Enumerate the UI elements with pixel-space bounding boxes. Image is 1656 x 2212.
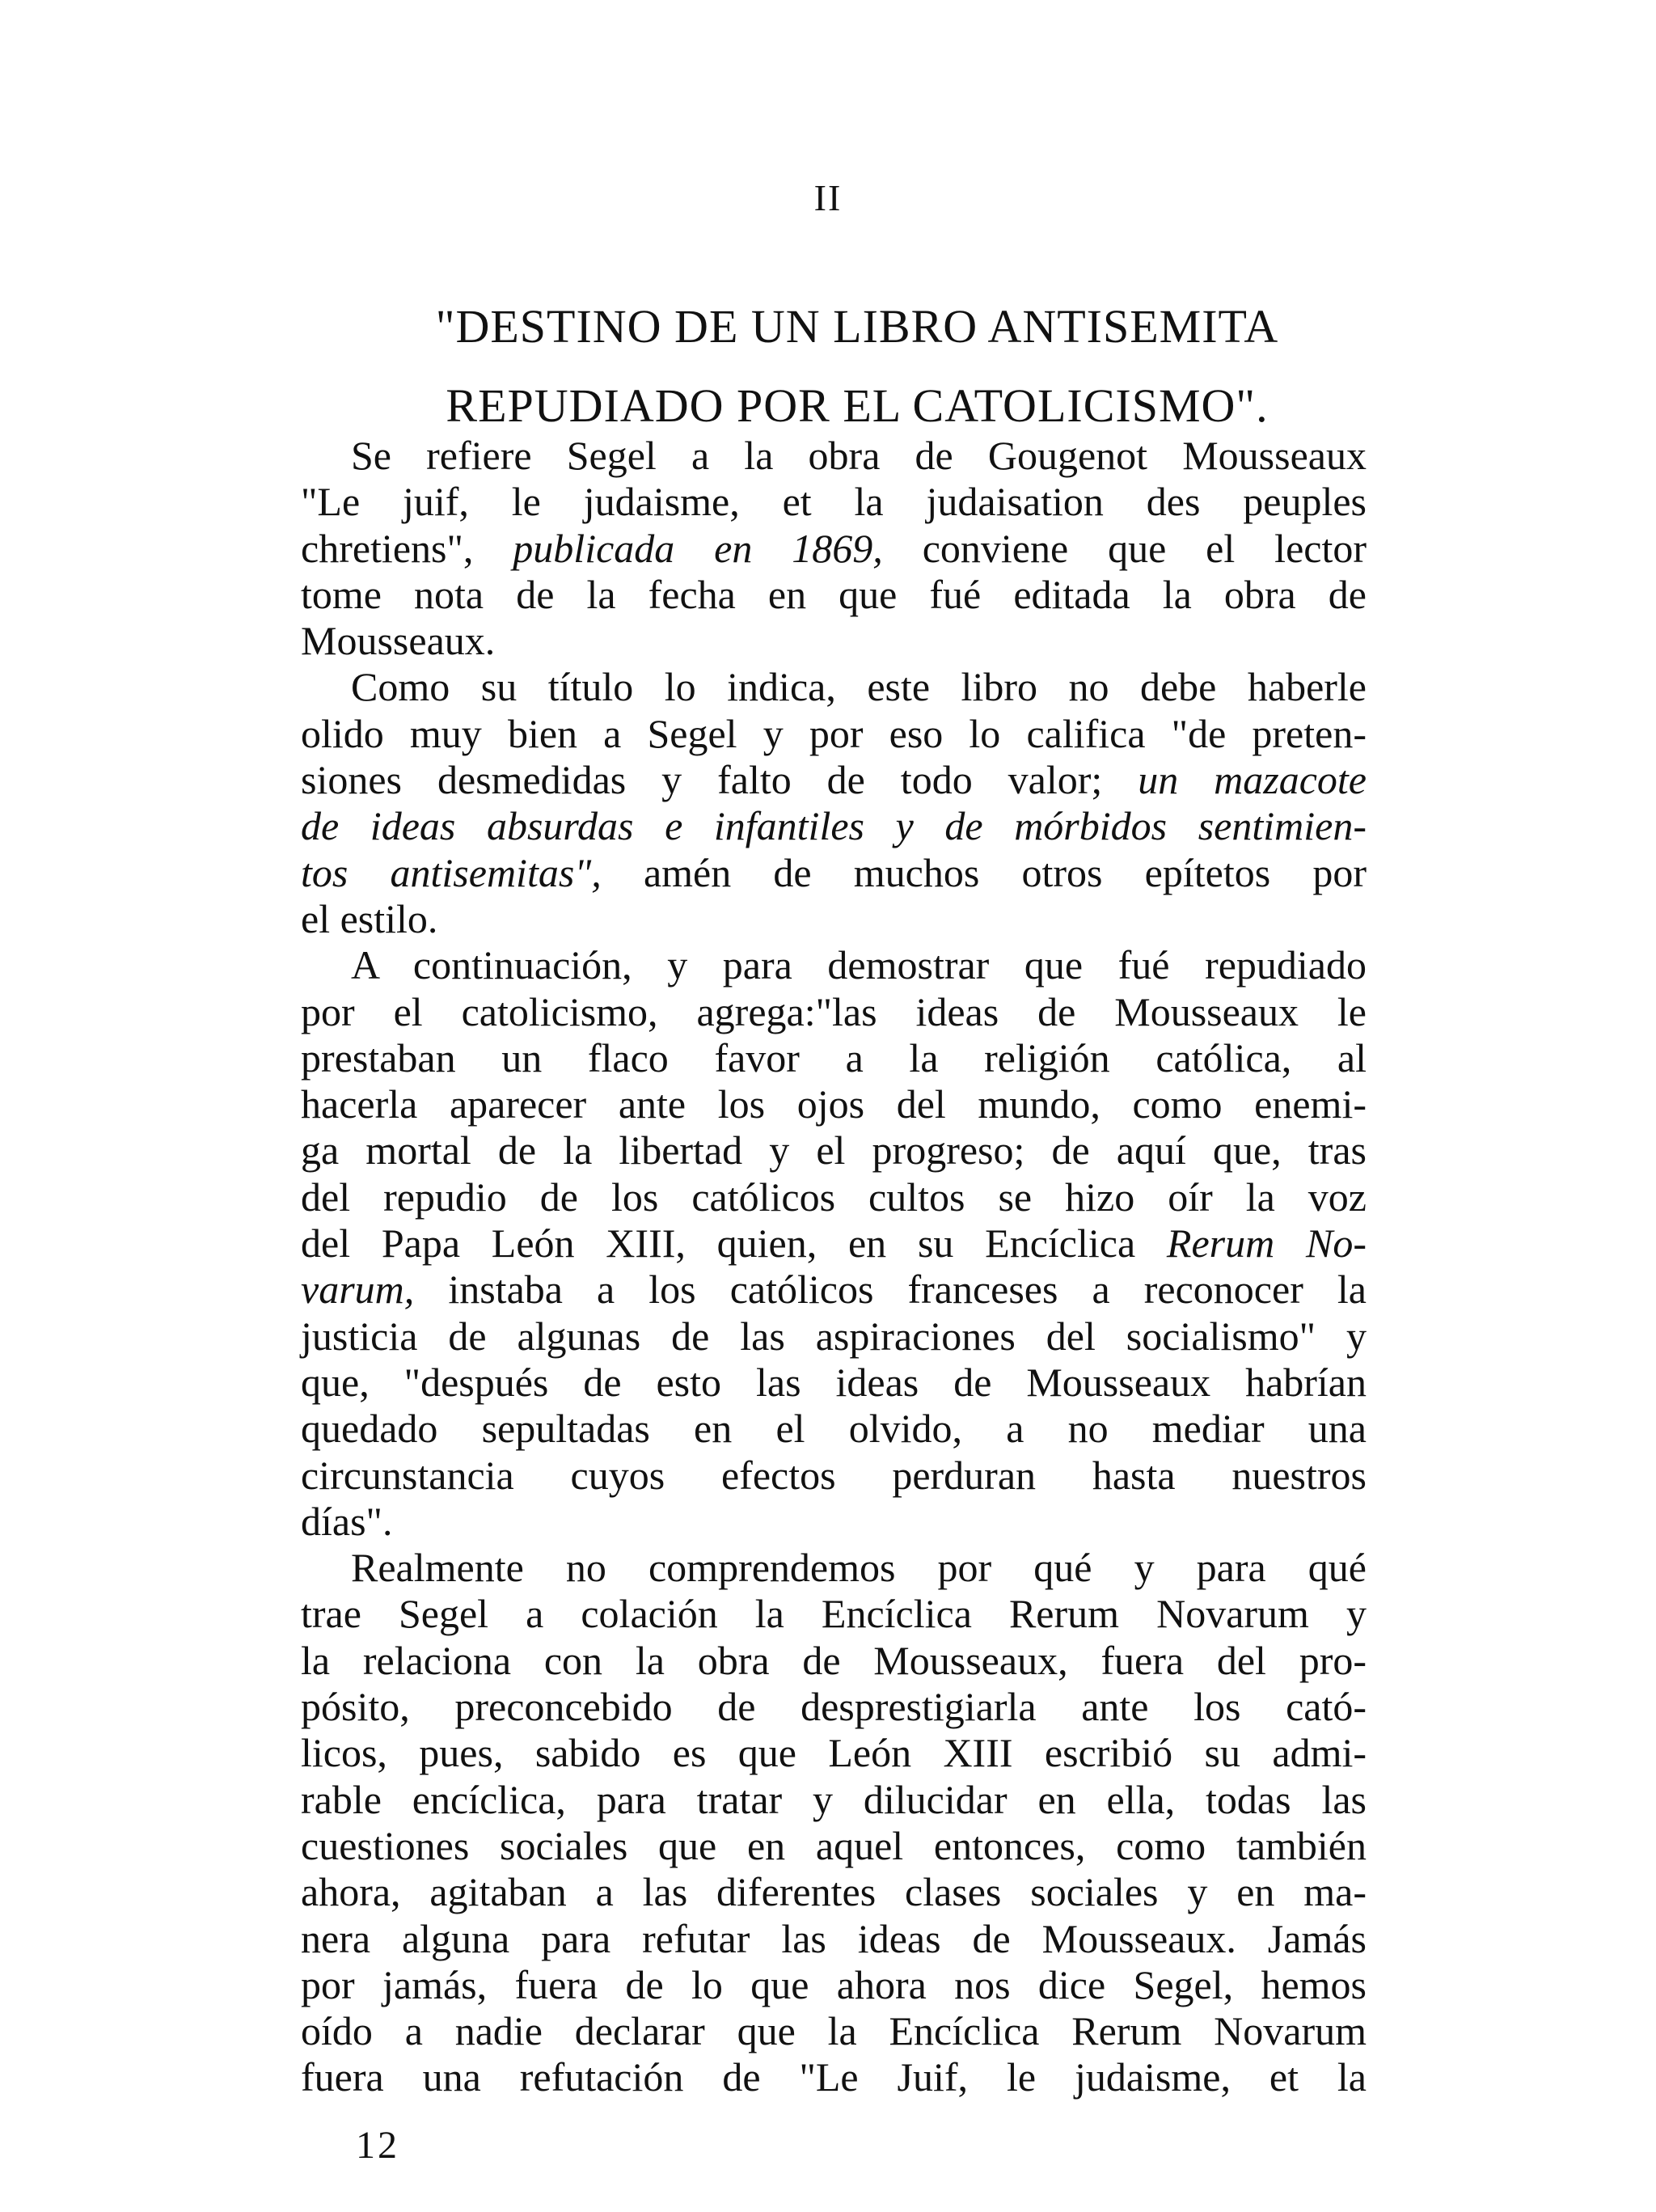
paragraph <box>301 433 1367 664</box>
text-line: nera alguna para refutar las ideas de Mousseaux. Jamás <box>301 1915 1367 1961</box>
text-line: rable encíclica, para tratar y dilucidar en ella, todas las <box>301 1776 1367 1822</box>
text-line: pósito, preconcebido de desprestigiarla ante los cató- <box>301 1684 1367 1730</box>
italic-text: tos antisemitas", <box>301 849 602 895</box>
italic-text: varum, <box>301 1267 415 1313</box>
italic-text: un mazacote <box>1138 757 1367 803</box>
text-line: "Le juif, le judaisme, et la judaisation des peuples <box>301 479 1367 525</box>
text-line: olido muy bien a Segel y por eso lo califica "de preten- <box>301 710 1367 756</box>
text-line: del repudio de los católicos cultos se hizo oír la voz <box>301 1174 1367 1220</box>
text-line: que, "después de esto las ideas de Mousseaux habrían <box>301 1359 1367 1405</box>
text-line: chretiens", publicada en 1869, conviene que el lector <box>301 525 1367 571</box>
text-line: prestaban un flaco favor a la religión católica, al <box>301 1034 1367 1081</box>
paragraph <box>301 664 1367 942</box>
text-line: ahora, agitaban a las diferentes clases sociales y en ma- <box>301 1869 1367 1915</box>
paragraph <box>301 1545 1367 2101</box>
text-line: ga mortal de la libertad y el progreso; de aquí que, tras <box>301 1127 1367 1174</box>
text-line: varum, instaba a los católicos franceses a reconocer la <box>301 1267 1367 1313</box>
text-line: A continuación, y para demostrar que fué repudiado <box>351 942 1367 988</box>
text-line: por el catolicismo, agrega:"las ideas de Mousseaux le <box>301 988 1367 1034</box>
text-line: el estilo. <box>301 895 438 941</box>
page-number: 12 <box>356 2124 399 2167</box>
text-line: Realmente no comprendemos por qué y para qué <box>351 1545 1367 1591</box>
chapter-title <box>307 287 1407 446</box>
text-line: hacerla aparecer ante los ojos del mundo, como enemi- <box>301 1081 1367 1127</box>
text-line: por jamás, fuera de lo que ahora nos dice Segel, hemos <box>301 1961 1367 2007</box>
italic-text: publicada en 1869, <box>513 525 883 571</box>
text-line: tos antisemitas", amén de muchos otros epítetos por <box>301 849 1367 895</box>
italic-text: de ideas absurdas e infantiles y de mórbidos sentimien- <box>301 803 1367 849</box>
text-line: quedado sepultadas en el olvido, a no mediar una <box>301 1406 1367 1452</box>
text-line: circunstancia cuyos efectos perduran hasta nuestros <box>301 1452 1367 1498</box>
text-line: Se refiere Segel a la obra de Gougenot Mousseaux <box>351 433 1367 478</box>
chapter-title-line-1: "DESTINO DE UN LIBRO ANTISEMITA <box>435 300 1279 353</box>
text-line: Como su título lo indica, este libro no debe haberle <box>351 664 1367 710</box>
text-line: oído a nadie declarar que la Encíclica Rerum Novarum <box>301 2008 1367 2054</box>
text-line: Mousseaux. <box>301 618 496 664</box>
text-line: trae Segel a colación la Encíclica Rerum Novarum y <box>301 1591 1367 1637</box>
paragraph <box>301 942 1367 1545</box>
text-line: tome nota de la fecha en que fué editada la obra de <box>301 571 1367 617</box>
chapter-title-line-2: REPUDIADO POR EL CATOLICISMO". <box>446 379 1269 432</box>
italic-text: Rerum No- <box>1166 1220 1367 1267</box>
text-line: la relaciona con la obra de Mousseaux, fuera del pro- <box>301 1637 1367 1683</box>
text-line: justicia de algunas de las aspiraciones del socialismo" y <box>301 1313 1367 1359</box>
text-line: fuera una refutación de "Le Juif, le judaisme, et la <box>301 2054 1367 2100</box>
text-line: días". <box>301 1498 393 1544</box>
text-line: cuestiones sociales que en aquel entonces, como también <box>301 1822 1367 1868</box>
body-text <box>301 433 1367 2101</box>
text-line: licos, pues, sabido es que León XIII escribió su admi- <box>301 1730 1367 1776</box>
text-line: del Papa León XIII, quien, en su Encíclica Rerum No- <box>301 1220 1367 1267</box>
text-line: siones desmedidas y falto de todo valor; un mazacote <box>301 757 1367 803</box>
text-line <box>301 803 1367 849</box>
chapter-number: II <box>813 177 843 218</box>
